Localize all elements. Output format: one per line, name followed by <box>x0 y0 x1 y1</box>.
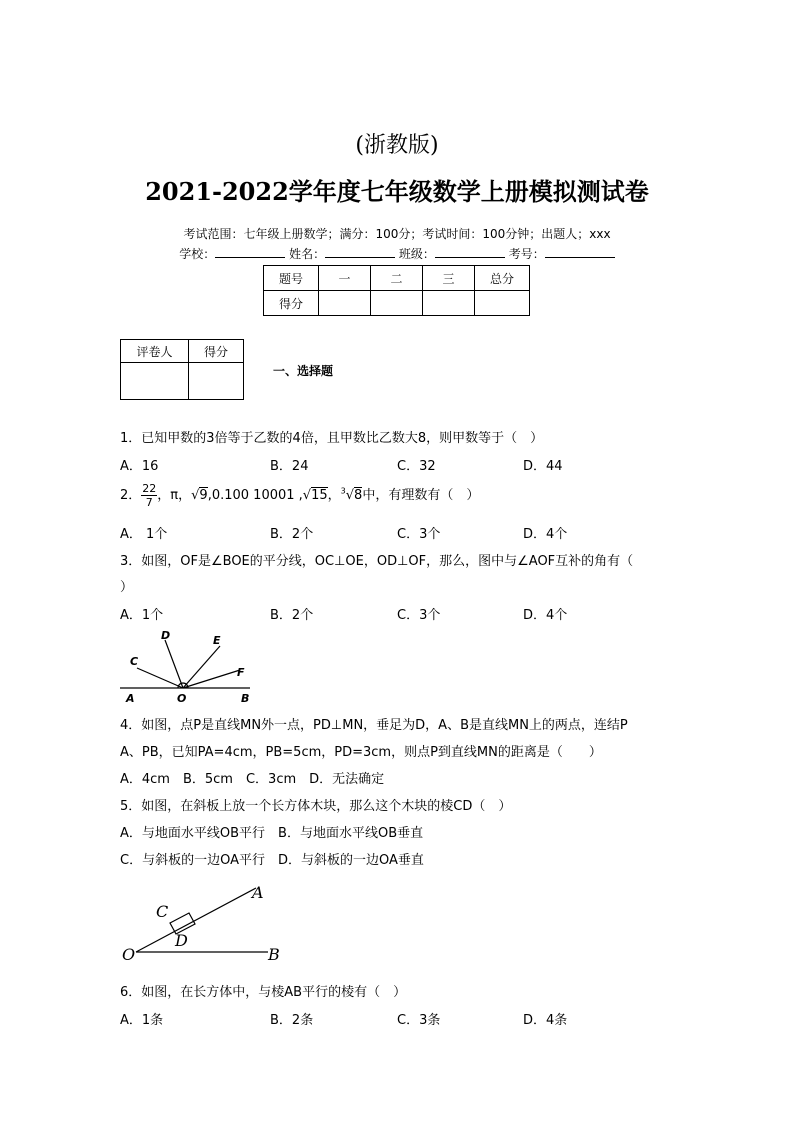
section-heading: 一、选择题 <box>273 364 334 378</box>
cbrt-radicand: 8 <box>354 488 363 503</box>
question-1-stem: 1．已知甲数的3倍等于乙数的4倍，且甲数比乙数大8，则甲数等于（ ） <box>120 431 544 446</box>
score-input-cell[interactable] <box>371 291 423 316</box>
label-o: O <box>177 692 187 705</box>
question-6-option-d[interactable]: D．4条 <box>523 1013 568 1028</box>
label-b: B <box>268 945 280 964</box>
score-cell: 三 <box>423 266 475 291</box>
question-6-option-b[interactable]: B．2条 <box>270 1013 314 1028</box>
q2-text: ,0.100 10001 , <box>207 488 303 503</box>
label-b: B <box>241 692 250 705</box>
angle-figure <box>115 628 265 708</box>
exam-info: 考试范围：七年级上册数学；满分：100分；考试时间：100分钟；出题人；xxx <box>183 227 611 241</box>
name-label: 姓名： <box>289 247 326 261</box>
school-blank[interactable] <box>215 245 285 258</box>
question-1-option-a[interactable]: A．16 <box>120 459 159 474</box>
label-e: E <box>213 634 221 647</box>
score-cell: 二 <box>371 266 423 291</box>
q2-text: 中，有理数有（ ） <box>362 488 480 503</box>
class-label: 班级： <box>398 247 435 261</box>
class-blank[interactable] <box>435 245 505 258</box>
page-title: 2021-2022学年度七年级数学上册模拟测试卷 <box>145 177 649 206</box>
question-5-options-row1[interactable]: A．与地面水平线OB平行 B．与地面水平线OB垂直 <box>120 826 424 841</box>
question-4-options[interactable]: A．4cm B．5cm C．3cm D．无法确定 <box>120 772 385 787</box>
question-3-stem: 3．如图，OF是∠BOE的平分线，OC⊥OE，OD⊥OF，那么，图中与∠AOF互补的角有（ <box>120 554 634 569</box>
fraction-22-7 <box>141 482 157 509</box>
grader-header-row <box>121 340 244 363</box>
sqrt-radicand: 15 <box>311 488 328 503</box>
question-3-option-b[interactable]: B．2个 <box>270 608 314 623</box>
number-label: 考号： <box>508 247 545 261</box>
grader-table <box>120 339 244 400</box>
question-2-option-d[interactable]: D．4个 <box>523 527 568 542</box>
score-header-row <box>264 266 530 291</box>
label-c: C <box>130 655 139 668</box>
score-input-cell[interactable] <box>475 291 530 316</box>
question-6-option-c[interactable]: C．3条 <box>397 1013 441 1028</box>
sqrt-icon: √ <box>345 488 355 503</box>
question-3-option-a[interactable]: A．1个 <box>120 608 164 623</box>
grader-input-row <box>121 363 244 400</box>
q2-text: ，π， <box>157 488 192 503</box>
fraction-numerator: 22 <box>142 482 157 495</box>
question-4-stem-cont: A、PB，已知PA=4cm，PB=5cm，PD=3cm，则点P到直线MN的距离是（ ） <box>120 745 602 760</box>
question-6-option-a[interactable]: A．1条 <box>120 1013 164 1028</box>
name-blank[interactable] <box>325 245 395 258</box>
question-2-option-c[interactable]: C．3个 <box>397 527 441 542</box>
slope-line-oa <box>136 888 256 952</box>
grader-input-cell[interactable] <box>121 363 189 400</box>
label-d: D <box>161 629 171 642</box>
number-blank[interactable] <box>545 245 615 258</box>
question-2-option-b[interactable]: B．2个 <box>270 527 314 542</box>
sqrt-radicand: 9 <box>199 488 208 503</box>
question-1-option-c[interactable]: C．32 <box>397 459 436 474</box>
question-1-option-d[interactable]: D．44 <box>523 459 563 474</box>
fraction-denominator: 7 <box>145 496 153 509</box>
grader-cell: 得分 <box>189 340 244 363</box>
question-3-option-c[interactable]: C．3个 <box>397 608 441 623</box>
slope-figure <box>118 878 293 966</box>
edition-label: (浙教版) <box>355 133 439 158</box>
question-3-option-d[interactable]: D．4个 <box>523 608 568 623</box>
cbrt-index: 3 <box>340 486 346 496</box>
school-label: 学校： <box>179 247 216 261</box>
question-2-option-a[interactable]: A． 1个 <box>120 527 168 542</box>
question-5-stem: 5．如图，在斜板上放一个长方体木块，那么这个木块的棱CD（ ） <box>120 799 512 814</box>
q2-prefix: 2． <box>120 488 142 503</box>
label-o: O <box>122 945 136 964</box>
score-cell: 题号 <box>264 266 319 291</box>
question-1-option-b[interactable]: B．24 <box>270 459 309 474</box>
score-input-cell[interactable] <box>319 291 371 316</box>
label-a: A <box>252 883 264 902</box>
question-5-options-row2[interactable]: C．与斜板的一边OA平行 D．与斜板的一边OA垂直 <box>120 853 424 868</box>
q2-text: ， <box>327 488 341 503</box>
grader-cell: 评卷人 <box>121 340 189 363</box>
grader-input-cell[interactable] <box>189 363 244 400</box>
question-6-stem: 6．如图，在长方体中，与棱AB平行的棱有（ ） <box>120 985 407 1000</box>
question-4-stem: 4．如图，点P是直线MN外一点，PD⊥MN，垂足为D，A、B是直线MN上的两点，连结P <box>120 718 628 733</box>
label-c: C <box>156 902 169 921</box>
sqrt-icon: √ <box>191 488 200 503</box>
student-fields <box>0 245 794 262</box>
label-d: D <box>175 931 188 950</box>
score-table <box>263 265 530 316</box>
question-2-stem <box>120 482 479 509</box>
score-input-cell[interactable] <box>423 291 475 316</box>
label-a: A <box>126 692 135 705</box>
score-value-row <box>264 291 530 316</box>
label-f: F <box>237 666 245 679</box>
score-row-label: 得分 <box>264 291 319 316</box>
score-cell: 总分 <box>475 266 530 291</box>
question-3-stem-cont: ） <box>120 580 134 595</box>
score-cell: 一 <box>319 266 371 291</box>
sqrt-icon: √ <box>302 488 312 503</box>
